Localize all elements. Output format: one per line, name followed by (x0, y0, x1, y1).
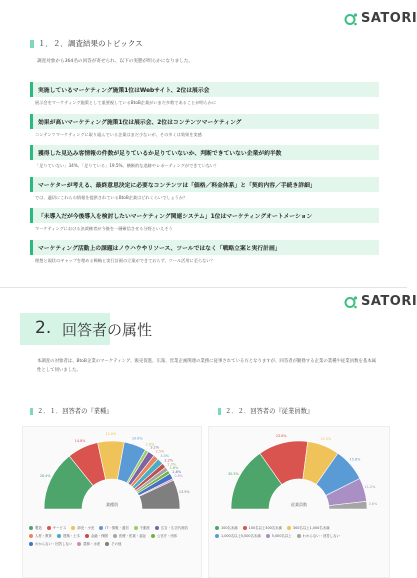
report-page-attributes (0, 287, 417, 577)
slice-label-0: 28.4% (39, 474, 51, 479)
slice-label-7: 3.0% (160, 454, 169, 459)
legend-item (29, 525, 42, 530)
legend-label: 医療・医薬・福祉 (118, 534, 146, 538)
topic-body: 展示会をマーケティング施策として重要視しているBtoB企業がいまだ多数であることが明らかに (35, 100, 217, 105)
legend-swatch (266, 534, 270, 538)
legend-item (134, 525, 150, 530)
report-page-topics (0, 0, 417, 287)
chart-title-bar (30, 408, 33, 415)
legend-item (297, 533, 340, 538)
legend-item (99, 525, 128, 530)
legend-swatch (99, 526, 103, 530)
lead-text: 調査対象から364名の回答が寄せられ、以下の実態が明らかになりました。 (37, 59, 194, 64)
slice-label-2: 12.6% (105, 432, 117, 437)
slice-label-4: 11.2% (364, 484, 376, 489)
satori-logo (344, 294, 417, 309)
chart-industry (22, 426, 202, 578)
legend-item (77, 541, 100, 546)
slice-label-6: 2.5% (155, 449, 165, 454)
topic-item (30, 145, 379, 169)
chart-employees (208, 426, 390, 578)
legend-label: 300名以上1,000名未満 (292, 526, 330, 530)
legend-label: 広告・広告代理店 (160, 526, 189, 530)
slice-label-1: 23.6% (275, 434, 287, 439)
legend-label: 5,000名以上 (271, 534, 292, 538)
slice-label-10: 1.6% (169, 465, 179, 470)
slice-label-5: 3.6% (368, 501, 378, 506)
legend-item (85, 533, 108, 538)
chart-center-label: 従業員数 (291, 502, 307, 507)
legend-label: その他 (111, 542, 122, 546)
topic-headline: 獲得した見込み客情報の件数が足りているか足りていないか、判断できていない企業が約半数 (30, 145, 379, 160)
legend-label: 金融・保険 (90, 534, 108, 538)
legend-item (47, 525, 67, 530)
chart-center-label: 業種別 (106, 502, 118, 507)
chart-industry-svg (23, 427, 201, 517)
topic-body: 「足りていない」34%、「足りている」19.5%。横断的な追跡やレポーティングができていない？ (35, 163, 219, 168)
legend-item (57, 533, 80, 538)
legend-label: 公官庁・団体 (156, 534, 178, 538)
topic-headline: マーケティング活動上の課題はノウハウやリソース、ツールではなく「戦略立案と実行計画」 (30, 240, 379, 255)
legend-label: 製造 (35, 526, 42, 530)
legend-label: 建築・土木 (62, 534, 80, 538)
legend-swatch (297, 534, 301, 538)
legend-label: わからない・回答しない (35, 542, 73, 546)
topic-headline: マーケターが考える、最終意思決定に必要なコンテンツは「価格／料金体系」と「契約内容／手続き詳細」 (30, 177, 379, 192)
legend-label: わからない・回答しない (302, 534, 340, 538)
chapter-title (20, 313, 153, 345)
legend-swatch (151, 534, 155, 538)
chart-industry-legend (29, 525, 199, 549)
legend-swatch (85, 534, 89, 538)
chapter-number: 2. (35, 318, 52, 338)
legend-item (215, 533, 261, 538)
legend-swatch (47, 526, 51, 530)
satori-logo-icon (344, 12, 358, 26)
slice-label-13: 13.9% (178, 489, 190, 494)
topic-item (30, 114, 379, 138)
section-title (30, 38, 143, 49)
legend-item (151, 533, 177, 538)
legend-item (29, 541, 72, 546)
section-title-text: １．２．調査結果のトピックス (38, 39, 143, 48)
slice-label-4: 1.6% (145, 442, 155, 447)
chapter-title-text: 回答者の属性 (62, 321, 153, 339)
slice-label-2: 15.3% (320, 436, 332, 441)
topic-body: では、適切にこれらの情報を提供されているBtoB企業はどれくらいでしょうか？ (35, 194, 188, 200)
slice-label-12: 0.8% (174, 473, 183, 478)
topic-headline: 実施しているマーケティング施策1位はWebサイト、2位は展示会 (30, 82, 379, 97)
legend-swatch (29, 534, 33, 538)
chart-employees-legend (215, 525, 385, 541)
satori-logo-icon (344, 295, 358, 309)
slice-label-5: 3.2% (150, 445, 160, 450)
topic-item (30, 82, 379, 106)
legend-swatch (29, 526, 33, 530)
slice-label-8: 2.2% (164, 458, 174, 463)
chart-industry-title (30, 406, 113, 415)
topic-body: コンテンツマーケティングに取り組んでいる企業はまだ少ないが、その多くは効果を実感 (35, 131, 202, 137)
chart-industry-title-text: ２．１．回答者の『業種』 (37, 408, 113, 415)
chart-employees-title (218, 406, 313, 415)
legend-label: 卸売・小売 (77, 526, 95, 530)
slice-label-1: 14.8% (74, 439, 86, 444)
slice-label-9: 2.0% (167, 462, 177, 467)
legend-swatch (77, 542, 81, 546)
legend-item (105, 541, 121, 546)
legend-swatch (105, 542, 109, 546)
legend-item (29, 533, 52, 538)
legend-label: 100名未満 (221, 526, 238, 530)
legend-item (113, 533, 146, 538)
legend-item (266, 533, 292, 538)
topic-item (30, 208, 379, 232)
slice-label-3: 15.8% (349, 457, 361, 462)
legend-label: 100名以上300名未満 (248, 526, 282, 530)
satori-logo (344, 11, 417, 26)
topic-headline: 効果が高いマーケティング施策1位は展示会、2位はコンテンツマーケティング (30, 114, 379, 129)
slice-label-3: 10.6% (131, 436, 143, 441)
legend-swatch (243, 526, 247, 530)
legend-swatch (215, 534, 219, 538)
brand-name: SATORI (361, 11, 417, 26)
legend-item (287, 525, 330, 530)
legend-label: 人材・教育 (35, 534, 52, 538)
legend-swatch (215, 526, 219, 530)
topic-headline: 「未導入だが今後導入を検討したいマーケティング関連システム」1位はマーケティングオートメーション (30, 208, 379, 223)
legend-item (71, 525, 94, 530)
legend-label: 1,000名以上5,000名未満 (221, 534, 261, 538)
legend-label: 不動産 (139, 526, 150, 530)
topic-item (30, 240, 379, 264)
legend-swatch (287, 526, 291, 530)
chart-employees-title-text: ２．２．回答者の『従業員数』 (225, 408, 314, 415)
chart-employees-svg (209, 427, 389, 517)
legend-swatch (134, 526, 138, 530)
legend-label: IT・情報・通信 (105, 526, 129, 530)
topic-item (30, 177, 379, 201)
legend-swatch (71, 526, 75, 530)
brand-name: SATORI (361, 294, 417, 309)
legend-item (243, 525, 282, 530)
legend-label: 農林・水産 (83, 542, 101, 546)
topic-body: マーケティングにおける決裁権者が今後を一層確信させる分野といえそう (35, 226, 173, 231)
topic-body: 理想と現状のギャップを埋める戦略と実行計画の立案ができておらず、ツール活用に至らない？ (35, 257, 215, 263)
legend-item (155, 525, 188, 530)
section-title-bar (30, 40, 34, 48)
slice-label-11: 2.8% (172, 470, 182, 475)
legend-swatch (57, 534, 61, 538)
legend-swatch (29, 542, 33, 546)
slice-label-0: 30.5% (227, 471, 239, 476)
intro-text: 本調査の対象者は、BtoB企業のマーケティング、販売促進、広報、営業企画関連の業務に従事されている方となりますが、回答者が勤務する企業の業種や従業員数を基本属性として伺いました。 (37, 359, 377, 373)
legend-swatch (113, 534, 117, 538)
topics-list (30, 82, 379, 271)
legend-swatch (155, 526, 159, 530)
legend-item (215, 525, 238, 530)
legend-label: サービス (52, 526, 67, 530)
chart-title-bar (218, 408, 221, 415)
